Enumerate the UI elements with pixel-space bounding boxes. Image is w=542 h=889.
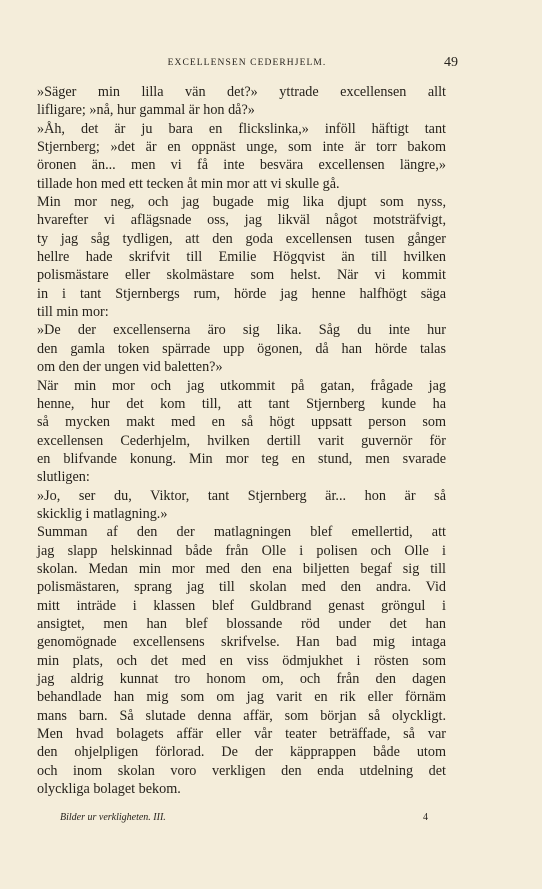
text-line: hellre hade skrifvit till Emilie Högqvist än till hvilken xyxy=(37,249,446,266)
text-line: polismästaren, sprang jag till skolan med den andra. Vid xyxy=(37,579,446,596)
text-line: Men hvad bolagets affär eller vår teater beträffade, så var xyxy=(37,726,446,743)
text-line: ty jag såg tydligen, att den goda excellensen tusen gånger xyxy=(37,230,446,247)
text-line: öronen än... men vi få inte besvära excellensen längre,» xyxy=(37,157,446,174)
text-line: lifligare; »nå, hur gammal är hon då?» xyxy=(37,102,255,119)
text-line: mans barn. Så slutade denna affär, som början så olyckligt. xyxy=(37,707,446,724)
text-line: och inom skolan voro verkligen den enda utdelning det xyxy=(37,762,446,779)
running-head: EXCELLENSEN CEDERHJELM. xyxy=(167,58,327,68)
text-line: Stjernberg; »det är en oppnäst unge, som inte är torr bakom xyxy=(37,139,446,156)
text-line: olyckliga bolaget bekom. xyxy=(37,781,181,798)
text-line: mitt inträde i klassen blef Guldbrand genast gröngul i xyxy=(37,597,446,614)
text-line: behandlade han mig som om jag varit en rik eller förnäm xyxy=(37,689,446,706)
text-line: Summan af den der matlagningen blef emellertid, att xyxy=(37,524,446,541)
text-line: När min mor och jag utkommit på gatan, frågade jag xyxy=(37,377,446,394)
text-line: in i tant Stjernbergs rum, hörde jag henne halfhögt säga xyxy=(37,285,446,302)
signature-title: Bilder ur verkligheten. III. xyxy=(60,812,166,823)
text-line: till min mor: xyxy=(37,304,109,321)
text-line: den gamla token spärrade upp ögonen, då han hörde talas xyxy=(37,340,446,357)
text-line: en blifvande konung. Min mor teg en stund, men svarade xyxy=(37,450,446,467)
text-line: om den der ungen vid baletten?» xyxy=(37,359,223,376)
text-line: skolan. Medan min mor med den ena biljetten begaf sig till xyxy=(37,560,446,577)
text-line: ansigtet, men han blef blossande röd under det han xyxy=(37,615,446,632)
text-line: min plats, och det med en viss ödmjukhet i rösten som xyxy=(37,652,446,669)
text-line: »Åh, det är ju bara en flickslinka,» inföll häftigt tant xyxy=(37,120,446,137)
text-line: den ohjelpligen förlorad. De der käpprappen både utom xyxy=(37,744,446,761)
signature-mark: 4 xyxy=(423,812,428,823)
text-line: tillade hon med ett tecken åt min mor att vi skulle gå. xyxy=(37,175,340,192)
text-line: genomögnade excellensens skrifvelse. Han bad mig intaga xyxy=(37,634,446,651)
text-line: polismästare eller skolmästare som helst. När vi kommit xyxy=(37,267,446,284)
text-line: Min mor neg, och jag bugade mig lika djupt som nyss, xyxy=(37,194,446,211)
text-line: så mycken makt med en så högt uppsatt person som xyxy=(37,414,446,431)
text-line: »Jo, ser du, Viktor, tant Stjernberg är... hon är så xyxy=(37,487,446,504)
text-line: jag slapp helskinnad både från Olle i polisen och Olle i xyxy=(37,542,446,559)
text-line: jag aldrig kunnat tro honom om, och från den dagen xyxy=(37,671,446,687)
text-line: skicklig i matlagning.» xyxy=(37,505,168,522)
text-line: excellensen Cederhjelm, hvilken dertill varit guvernör för xyxy=(37,432,446,449)
text-line: henne, hur det kom till, att tant Stjernberg kunde ha xyxy=(37,395,446,412)
text-line: »De der excellenserna äro sig lika. Såg du inte hur xyxy=(37,322,446,339)
text-line: hvarefter vi aflägsnade oss, jag likväl något motsträfvigt, xyxy=(37,212,446,229)
text-line: slutligen: xyxy=(37,469,90,486)
page-number: 49 xyxy=(444,55,458,70)
body-text xyxy=(37,83,446,798)
text-line: »Säger min lilla vän det?» yttrade excellensen allt xyxy=(37,84,446,100)
